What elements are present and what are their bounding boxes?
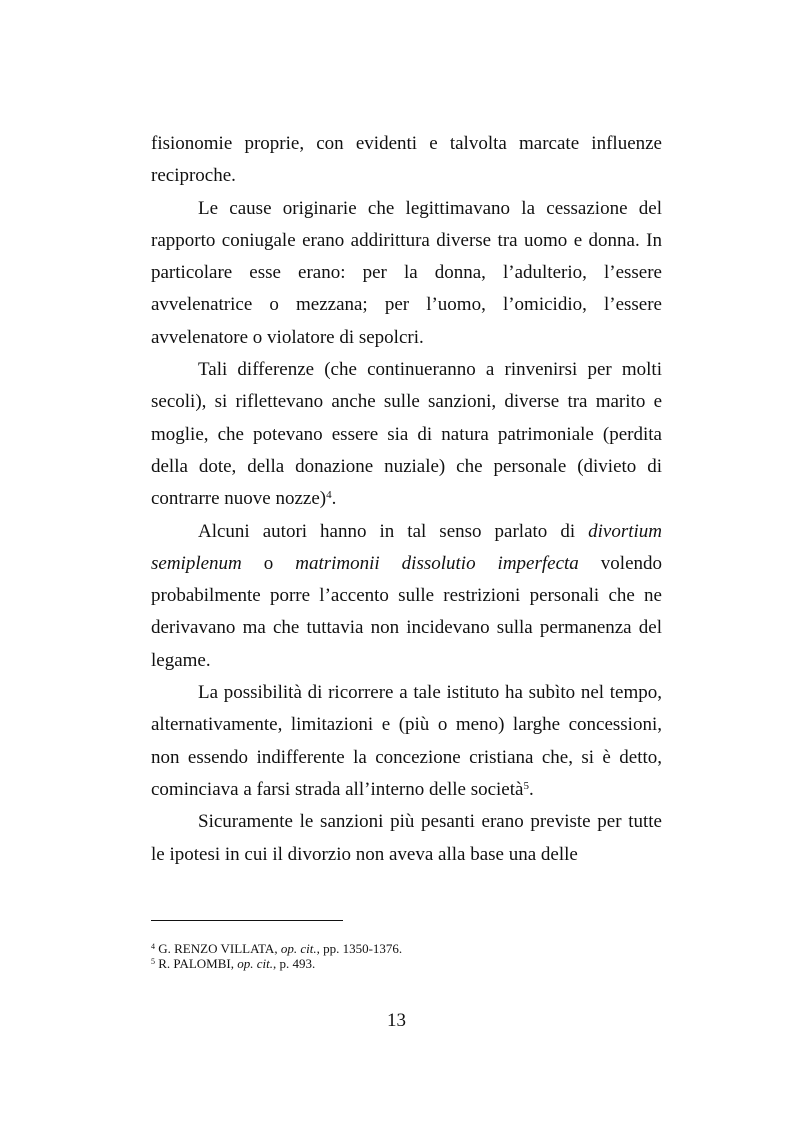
footnote-separator [151,920,343,921]
footnote-4-number: 4 [151,942,155,951]
body-text [151,128,662,871]
latin-term-divortium: divortium semiplenum [151,520,662,574]
paragraph-4 [151,516,662,677]
footnote-4 [151,941,662,956]
footnote-5-ref: op. cit. [237,956,273,971]
paragraph-4-text-c: volendo probabilmente porre l’accento sulle restrizioni personali che ne derivavano ma che tuttavia non incidevano sulla permanenza del legame. [151,552,663,671]
paragraph-4-text-a: Alcuni autori hanno in tal senso parlato di [198,520,589,542]
paragraph-6 [151,806,662,871]
latin-term-matrimonii: matrimonii dissolutio imperfecta [295,552,579,574]
paragraph-2 [151,193,662,354]
footnote-ref-4[interactable]: 4 [326,489,332,502]
paragraph-5 [151,677,662,806]
paragraph-3 [151,354,662,515]
footnote-5 [151,956,662,971]
paragraph-3-end: . [331,488,337,510]
footnotes [151,941,662,971]
paragraph-6-text: Sicuramente le sanzioni più pesanti erano previste per tutte le ipotesi in cui il divorzio non aveva alla base una delle [151,811,662,865]
footnote-4-ref: op. cit. [280,941,317,956]
paragraph-1 [151,128,662,193]
footnote-5-pages: , p. 493. [272,956,316,971]
footnote-5-author: R. PALOMBI, [155,956,238,971]
paragraph-2-text: Le cause originarie che legittimavano la cessazione del rapporto coniugale erano addirittura diverse tra uomo e donna. In particolare esse erano: per la donna, l’adulterio, l’essere avvelenatrice o mezzana; per l’uomo, l’omicidio, l’essere avvelenatore o violatore di sepolcri. [151,197,662,348]
paragraph-3-text: Tali differenze (che continueranno a rinvenirsi per molti secoli), si riflettevano anche sulle sanzioni, diverse tra marito e moglie, che potevano essere sia di natura patrimoniale (perdita della dote, della donazione nuziale) che personale (divieto di contrarre nuove nozze) [151,359,662,510]
paragraph-5-text: La possibilità di ricorrere a tale istituto ha subìto nel tempo, alternativamente, limitazioni e (più o meno) larghe concessioni, non essendo indifferente la concezione cristiana che, si è detto, cominciava a farsi strada all’interno delle società [151,682,662,800]
footnote-5-number: 5 [151,957,155,966]
footnote-4-author: G. RENZO VILLATA, [155,941,281,956]
paragraph-1-text: fisionomie proprie, con evidenti e talvolta marcate influenze reciproche. [151,133,662,187]
page-number: 13 [387,1010,406,1031]
paragraph-5-end: . [528,778,534,800]
footnote-4-pages: , pp. 1350-1376. [316,941,403,956]
footnote-ref-5[interactable]: 5 [523,779,529,792]
paragraph-4-text-b: o [241,552,296,574]
